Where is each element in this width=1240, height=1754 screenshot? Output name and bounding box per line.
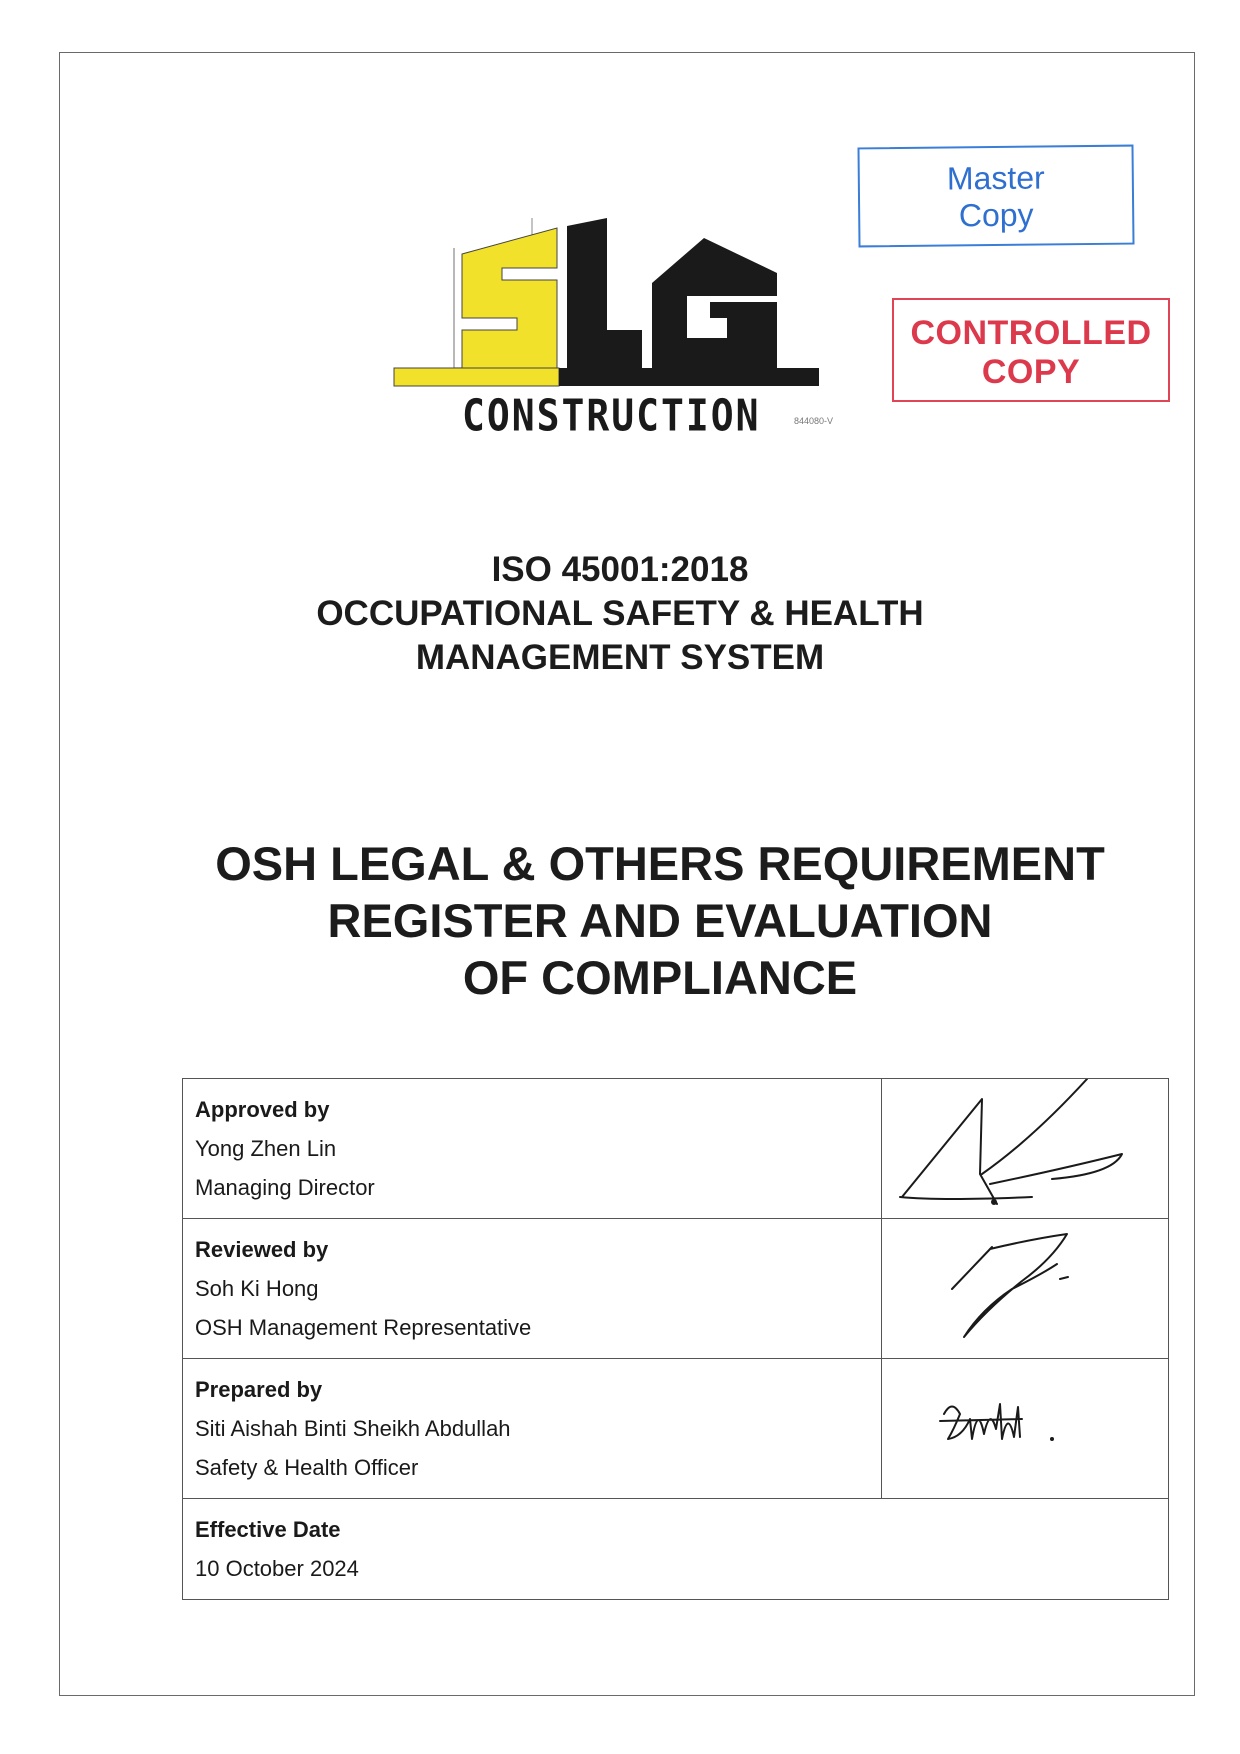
- review-row: [183, 1219, 1169, 1359]
- approval-heading: Approved by: [195, 1097, 330, 1122]
- standard-line-2: OCCUPATIONAL SAFETY & HEALTH: [316, 594, 924, 633]
- standard-line-3: MANAGEMENT SYSTEM: [415, 638, 825, 677]
- standard-code: ISO 45001:2018: [491, 550, 749, 589]
- effective-date-heading: Effective Date: [195, 1517, 341, 1542]
- logo-reg-number: 844080-V: [794, 416, 834, 426]
- preparer-name: Siti Aishah Binti Sheikh Abdullah: [195, 1416, 511, 1441]
- review-heading: Reviewed by: [195, 1237, 329, 1262]
- controlled-stamp-line1: CONTROLLED: [910, 314, 1152, 352]
- master-copy-stamp: [857, 145, 1134, 248]
- approval-row: [183, 1079, 1169, 1219]
- standard-heading: [200, 548, 1040, 680]
- document-title: [130, 835, 1190, 1006]
- company-logo: [392, 218, 872, 441]
- preparer-role: Safety & Health Officer: [195, 1455, 419, 1480]
- effective-date-cell: [183, 1499, 1169, 1600]
- prepared-row: [183, 1359, 1169, 1499]
- approver-role: Managing Director: [195, 1175, 375, 1200]
- logo-wordmark: CONSTRUCTION: [462, 390, 761, 441]
- effective-date-row: [183, 1499, 1169, 1600]
- master-stamp-line2: Copy: [958, 196, 1034, 234]
- title-line-3: OF COMPLIANCE: [462, 951, 858, 1004]
- prepared-heading: Prepared by: [195, 1377, 323, 1402]
- review-info-cell: [183, 1219, 882, 1359]
- title-line-2: REGISTER AND EVALUATION: [327, 894, 993, 947]
- preparer-signature: [882, 1359, 1168, 1489]
- preparer-signature-cell: [882, 1359, 1169, 1499]
- controlled-copy-stamp: [892, 298, 1170, 402]
- approver-name: Yong Zhen Lin: [195, 1136, 337, 1161]
- approver-signature-cell: [882, 1079, 1169, 1219]
- controlled-stamp-line2: COPY: [981, 353, 1081, 392]
- title-line-1: OSH LEGAL & OTHERS REQUIREMENT: [215, 837, 1105, 890]
- prepared-info-cell: [183, 1359, 882, 1499]
- approval-table: [182, 1078, 1169, 1600]
- approval-info-cell: [183, 1079, 882, 1219]
- effective-date-value: 10 October 2024: [195, 1556, 359, 1581]
- approver-signature: [882, 1079, 1168, 1209]
- reviewer-signature-cell: [882, 1219, 1169, 1359]
- reviewer-signature: [882, 1219, 1168, 1349]
- reviewer-role: OSH Management Representative: [195, 1315, 532, 1340]
- master-stamp-line1: Master: [946, 159, 1045, 197]
- reviewer-name: Soh Ki Hong: [195, 1276, 319, 1301]
